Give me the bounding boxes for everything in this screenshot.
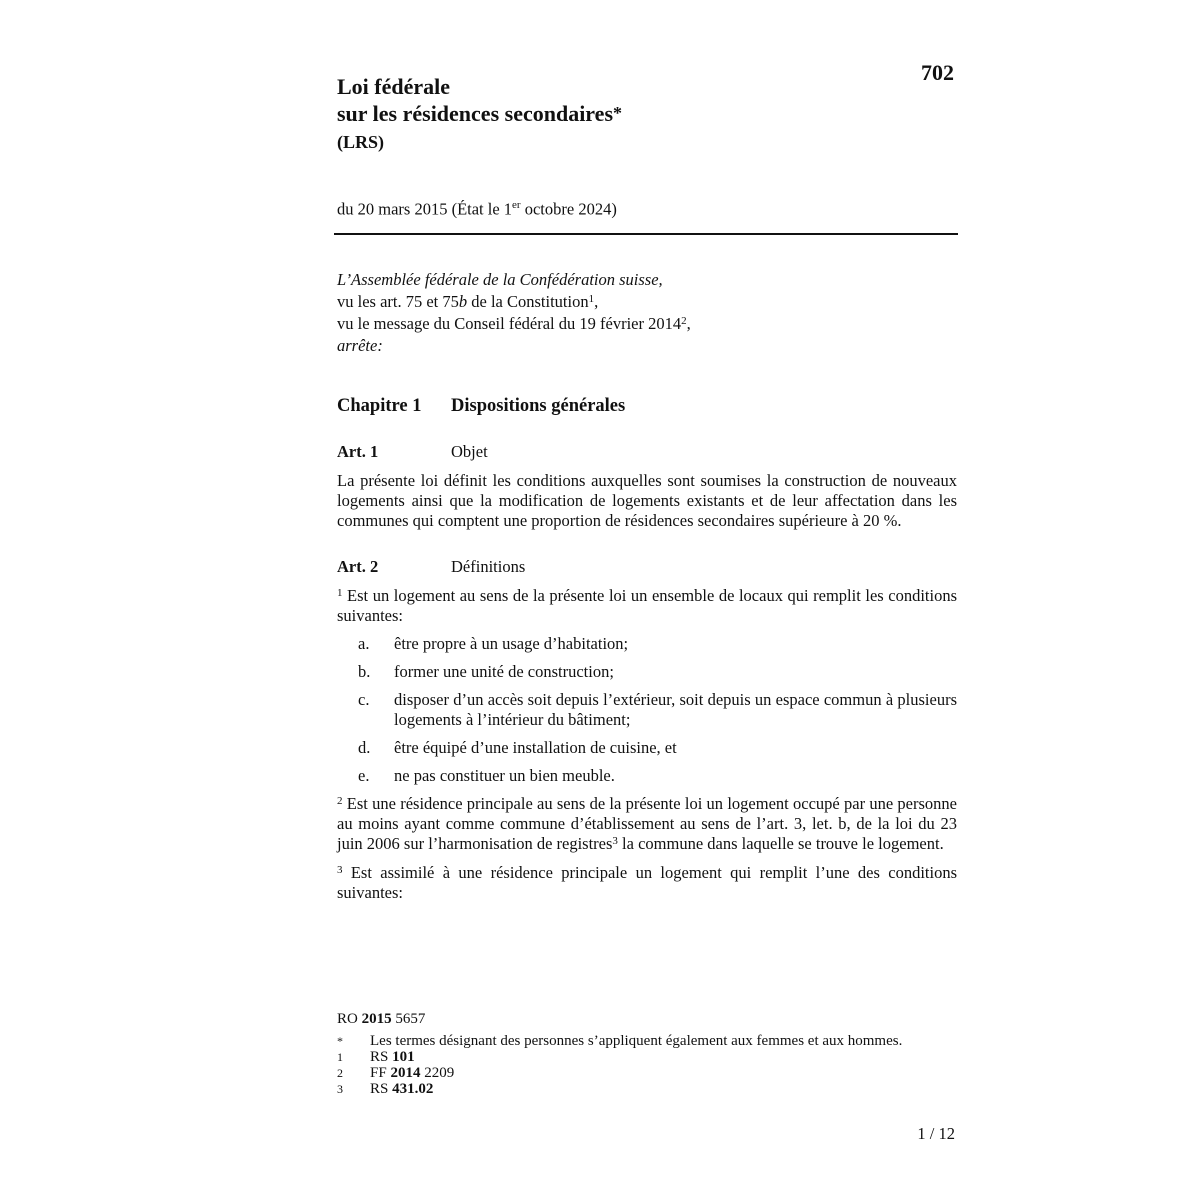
article-2-heading: Art. 2 Définitions	[337, 556, 526, 576]
footnotes	[337, 1011, 957, 1097]
list-item: d. être équipé d’une installation de cuisine, et	[358, 737, 677, 757]
document-number: 702	[921, 60, 954, 85]
list-item: e. ne pas constituer un bien meuble.	[358, 765, 615, 785]
article-1-heading: Art. 1 Objet	[337, 441, 488, 461]
preamble	[337, 270, 957, 356]
law-abbreviation: (LRS)	[337, 132, 385, 152]
preamble-message: vu le message du Conseil fédéral du 19 février 2014$^2$,	[337, 313, 691, 333]
footnote: 1 RS 101	[337, 1049, 415, 1065]
title-line-1: Loi fédérale	[337, 74, 451, 99]
page-number: 1 / 12	[917, 1124, 955, 1143]
article-2-paragraph-1: $^1$ Est un logement au sens de la présente loi un ensemble de locaux qui remplit les conditions suivantes:	[337, 585, 957, 625]
preamble-assembly: L’Assemblée fédérale de la Confédération suisse,	[337, 269, 663, 289]
law-date: du 20 mars 2015 (État le 1er octobre 2024)	[337, 199, 617, 219]
article-2-conditions-list	[337, 634, 957, 786]
preamble-decree: arrête:	[337, 335, 383, 355]
list-item: a. être propre à un usage d’habitation;	[358, 633, 629, 653]
footnote: 3 RS 431.02	[337, 1081, 434, 1097]
header-divider	[334, 233, 958, 235]
article-1-text: La présente loi définit les conditions auxquelles sont soumises la construction de nouveaux logements ainsi que la modification de logements existants et de leur affectation dans les communes qui comptent une proportion de résidences secondaires supérieure à 20 %.	[337, 470, 957, 530]
document-page	[337, 58, 957, 903]
title-line-2: sur les résidences secondaires*	[337, 101, 622, 126]
list-item: c. disposer d’un accès soit depuis l’extérieur, soit depuis un espace commun à plusieurs logements à l’intérieur du bâtiment;	[358, 689, 957, 729]
list-item: b. former une unité de construction;	[358, 661, 614, 681]
footnote-ref-2[interactable]: 2	[681, 314, 687, 327]
footnote: * Les termes désignant des personnes s’appliquent également aux femmes et aux hommes.	[337, 1033, 903, 1049]
footnote: 2 FF 2014 2209	[337, 1065, 455, 1081]
official-compilation-ref: RO 2015 5657	[337, 1011, 426, 1027]
article-2-paragraph-2: $^2$ Est une résidence principale au sens de la présente loi un logement occupé par une personne au moins ayant comme commune d’établissement au sens de l’art. 3, let. b, de la loi du 23 juin 2006 sur l’harmonisation de registres$^3$ la commune dans laquelle se trouve le logement.	[337, 793, 957, 853]
chapter-heading: Chapitre 1 Dispositions générales	[337, 395, 626, 416]
law-title	[337, 74, 957, 127]
article-2-paragraph-3: $^3$ Est assimilé à une résidence principale un logement qui remplit l’une des conditions suivantes:	[337, 862, 957, 902]
footnote-ref-1[interactable]: 1	[588, 292, 595, 305]
preamble-constitution: vu les art. 75 et 75b de la Constitution$^1$,	[337, 291, 599, 311]
footnote-ref-3[interactable]: 3	[612, 834, 618, 847]
title-footnote-marker[interactable]: *	[613, 103, 622, 123]
